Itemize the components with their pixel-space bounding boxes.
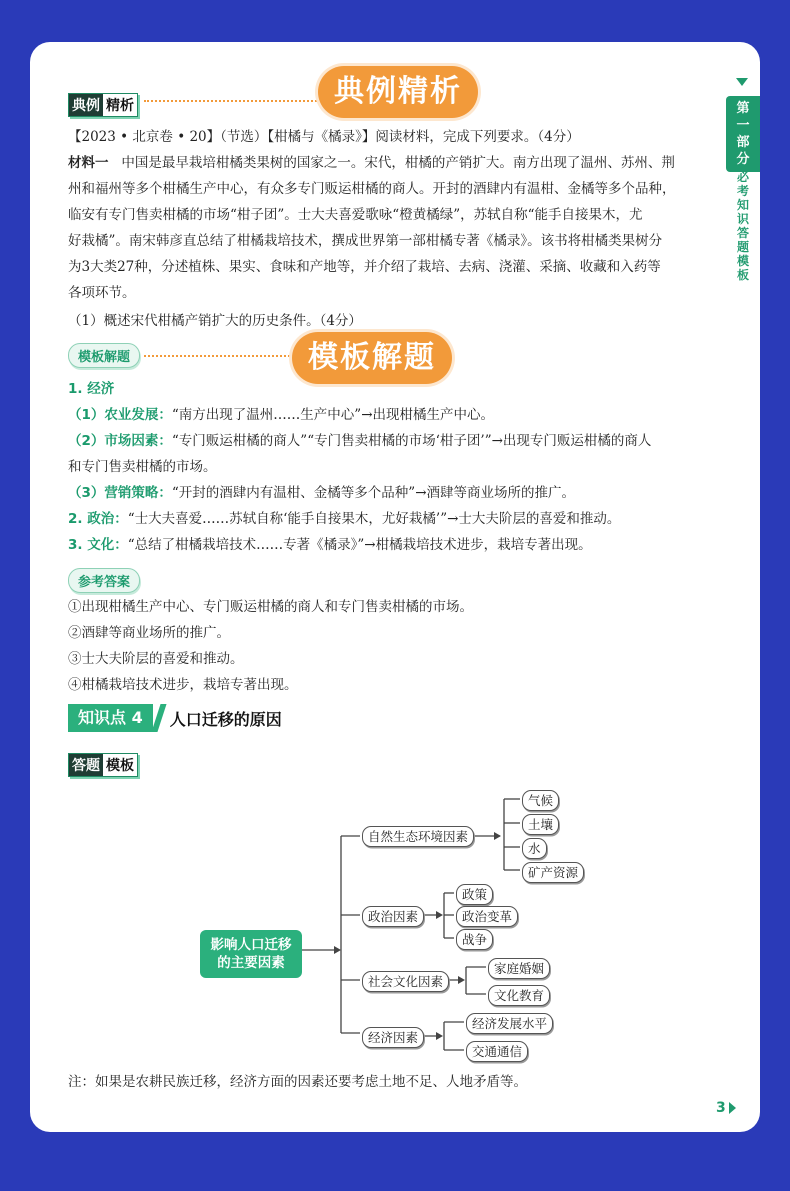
material-label: 材料一	[68, 155, 109, 171]
template-line-label: （2）市场因素：	[68, 433, 172, 449]
template-pill: 模板解题	[68, 343, 140, 368]
template-line-text: “总结了柑橘栽培技术……专著《橘录》”→柑橘栽培技术进步，栽培专著出现。	[127, 537, 592, 553]
material-line: 临安有专门售卖柑橘的市场“柑子团”。士大夫喜爱歌咏“橙黄橘绿”，苏轼自称“能手自接果木，尤	[68, 207, 643, 223]
material-line: 中国是最早栽培柑橘类果树的国家之一。宋代，柑橘的产销扩大。南方出现了温州、苏州、荆	[121, 155, 675, 171]
template-line-text: 和专门售卖柑橘的市场。	[68, 459, 217, 475]
mindmap-leaf: 文化教育	[488, 985, 550, 1006]
answer-item: ②酒肆等商业场所的推广。	[68, 625, 230, 641]
note: 注：如果是农耕民族迁移，经济方面的因素还要考虑土地不足、人地矛盾等。	[68, 1074, 527, 1090]
mindmap-leaf: 交通通信	[466, 1041, 528, 1062]
mindmap-branch: 社会文化因素	[362, 971, 449, 992]
page-number: 3	[716, 1100, 726, 1116]
answer-item: ④柑橘栽培技术进步，栽培专著出现。	[68, 677, 298, 693]
question: （1）概述宋代柑橘产销扩大的历史条件。（4分）	[68, 313, 362, 329]
template-line-label: （1）农业发展：	[68, 407, 172, 423]
mindmap-branch: 经济因素	[362, 1027, 424, 1048]
mindmap-connectors	[30, 42, 760, 1132]
page-number-group	[716, 1100, 736, 1116]
example-banner: 典例精析	[318, 66, 478, 118]
mindmap-branch: 自然生态环境因素	[362, 826, 474, 847]
answer-pill: 参考答案	[68, 568, 140, 593]
page-arrow-icon	[729, 1102, 736, 1114]
sidebar-subtitle: 必 考 知 识 答 题 模 板	[736, 170, 749, 282]
mindmap-branch: 政治因素	[362, 906, 424, 927]
example-tag: 典例 精析	[68, 93, 138, 117]
mindmap-leaf: 政策	[456, 884, 493, 905]
template-line-label: 1. 经济	[68, 381, 115, 397]
mindmap-leaf: 矿产资源	[522, 862, 584, 883]
template-line-text: “士大夫喜爱……苏轼自称‘能手自接果木，尤好栽橘’”→士大夫阶层的喜爱和推动。	[127, 511, 621, 527]
mindmap-root: 影响人口迁移 的主要因素	[200, 930, 302, 978]
example-source: 【2023 • 北京卷 • 20】（节选）【柑橘与《橘录》】阅读材料，完成下列要求。（4分）	[68, 129, 580, 145]
template-line-text: “开封的酒肆内有温柑、金橘等多个品种”→酒肆等商业场所的推广。	[171, 485, 576, 501]
mindmap-leaf: 经济发展水平	[466, 1013, 553, 1034]
knowledge-point-label: 知识点 4	[68, 704, 153, 732]
material-line: 为3大类27种，分述植株、果实、食味和产地等，并介绍了栽培、去病、浇灌、采摘、收藏和入药等	[68, 259, 661, 275]
sidebar-part-tab[interactable]: 第 一 部 分	[726, 96, 760, 172]
mindmap-leaf: 政治变革	[456, 906, 518, 927]
answer-item: ①出现柑橘生产中心、专门贩运柑橘的商人和专门售卖柑橘的市场。	[68, 599, 473, 615]
template-line-text: “专门贩运柑橘的商人”“专门售卖柑橘的市场‘柑子团’”→出现专门贩运柑橘的商人	[171, 433, 652, 449]
template-line-label: 2. 政治：	[68, 511, 128, 527]
material-line: 州和福州等多个柑橘生产中心，有众多专门贩运柑橘的商人。开封的酒肆内有温柑、金橘等多个品种，	[68, 181, 676, 197]
answer-template-tag: 答题 模板	[68, 753, 138, 777]
template-banner: 模板解题	[292, 332, 452, 384]
template-line-text: “南方出现了温州……生产中心”→出现柑橘生产中心。	[171, 407, 495, 423]
mindmap-leaf: 气候	[522, 790, 559, 811]
knowledge-point-title: 人口迁移的原因	[169, 709, 282, 729]
material-line: 各项环节。	[68, 285, 136, 301]
mindmap-leaf: 家庭婚姻	[488, 958, 550, 979]
answer-item: ③士大夫阶层的喜爱和推动。	[68, 651, 244, 667]
template-line-label: 3. 文化：	[68, 537, 128, 553]
material-line: 好栽橘”。南宋韩彦直总结了柑橘栽培技术，撰成世界第一部柑橘专著《橘录》。该书将柑橘类果树分	[68, 233, 663, 249]
page	[30, 42, 760, 1132]
mindmap-leaf: 水	[522, 838, 547, 859]
template-line-label: （3）营销策略：	[68, 485, 172, 501]
mindmap-leaf: 土壤	[522, 814, 559, 835]
mindmap-leaf: 战争	[456, 929, 493, 950]
